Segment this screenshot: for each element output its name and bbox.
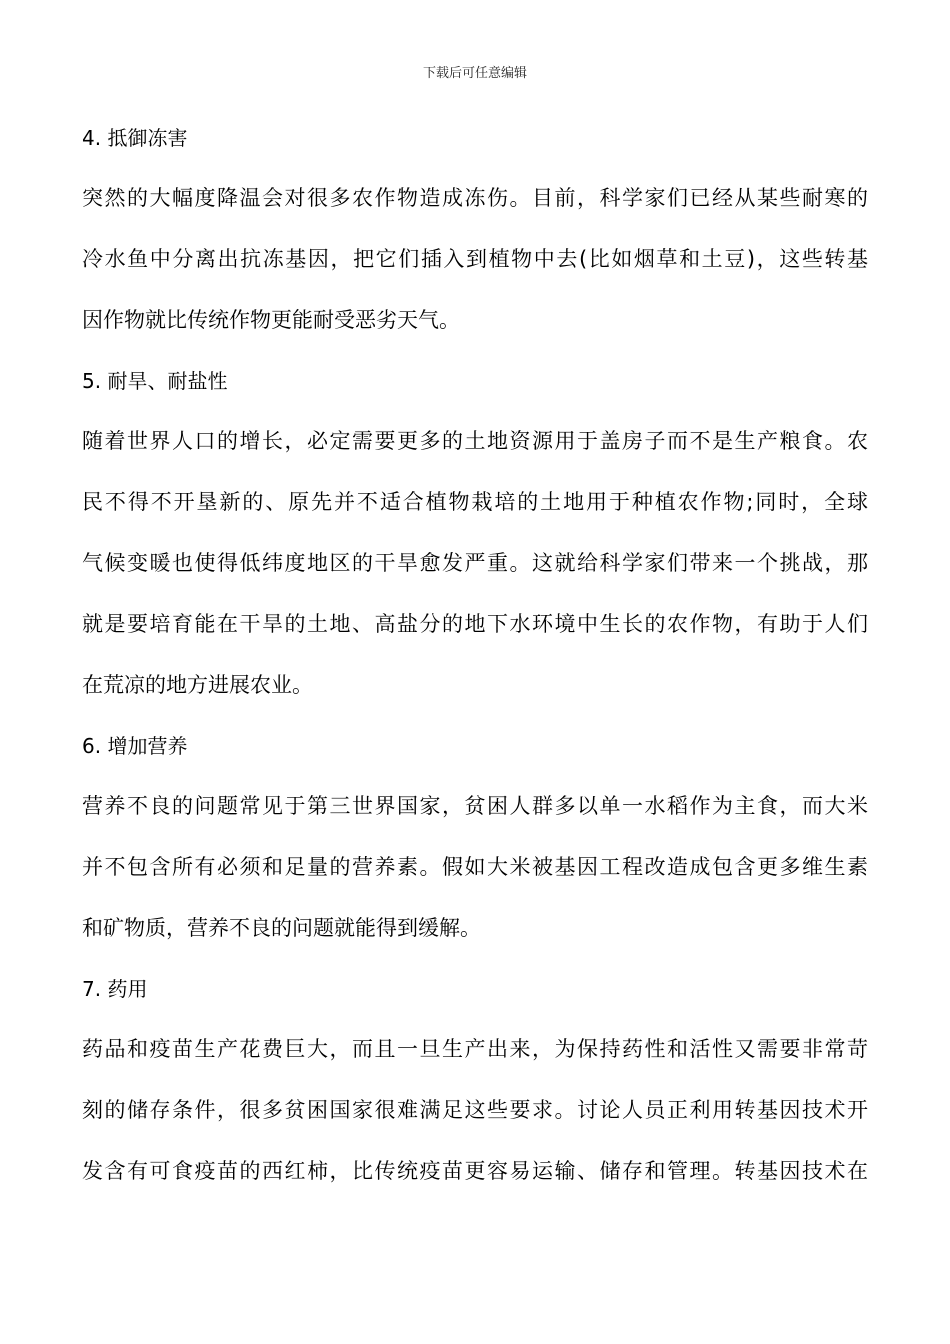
paragraph-line: 发含有可食疫苗的西红柿，比传统疫苗更容易运输、储存和管理。转基因技术在 [82,1159,868,1183]
document-body [82,108,868,1202]
section-paragraph-4 [82,168,868,351]
section-paragraph-7 [82,1019,868,1202]
paragraph-line: 随着世界人口的增长，必定需要更多的土地资源用于盖房子而不是生产粮食。农 [82,429,868,453]
section-heading-4: 4. 抵御冻害 [82,126,188,150]
section-heading-5: 5. 耐旱、耐盐性 [82,369,228,393]
paragraph-line: 冷水鱼中分离出抗冻基因，把它们插入到植物中去(比如烟草和土豆)，这些转基 [82,247,868,271]
paragraph-line: 药品和疫苗生产花费巨大，而且一旦生产出来，为保持药性和活性又需要非常苛 [82,1037,868,1061]
paragraph-line: 和矿物质，营养不良的问题就能得到缓解。 [82,916,481,940]
paragraph-line: 因作物就比传统作物更能耐受恶劣天气。 [82,308,460,332]
section-heading-7: 7. 药用 [82,977,148,1001]
paragraph-line: 突然的大幅度降温会对很多农作物造成冻伤。目前，科学家们已经从某些耐寒的 [82,186,868,210]
section-paragraph-5 [82,411,868,716]
paragraph-line: 并不包含所有必须和足量的营养素。假如大米被基因工程改造成包含更多维生素 [82,855,868,879]
paragraph-line: 气候变暖也使得低纬度地区的干旱愈发严重。这就给科学家们带来一个挑战，那 [82,551,868,575]
section-heading-6: 6. 增加营养 [82,734,188,758]
paragraph-line: 就是要培育能在干旱的土地、高盐分的地下水环境中生长的农作物，有助于人们 [82,612,868,636]
paragraph-line: 民不得不开垦新的、原先并不适合植物栽培的土地用于种植农作物;同时，全球 [82,490,868,514]
paragraph-line: 营养不良的问题常见于第三世界国家，贫困人群多以单一水稻作为主食，而大米 [82,794,868,818]
page-header: 下载后可任意编辑 [422,66,527,81]
paragraph-line: 刻的储存条件，很多贫困国家很难满足这些要求。讨论人员正利用转基因技术开 [82,1098,868,1122]
paragraph-line: 在荒凉的地方进展农业。 [82,673,313,697]
section-paragraph-6 [82,776,868,959]
